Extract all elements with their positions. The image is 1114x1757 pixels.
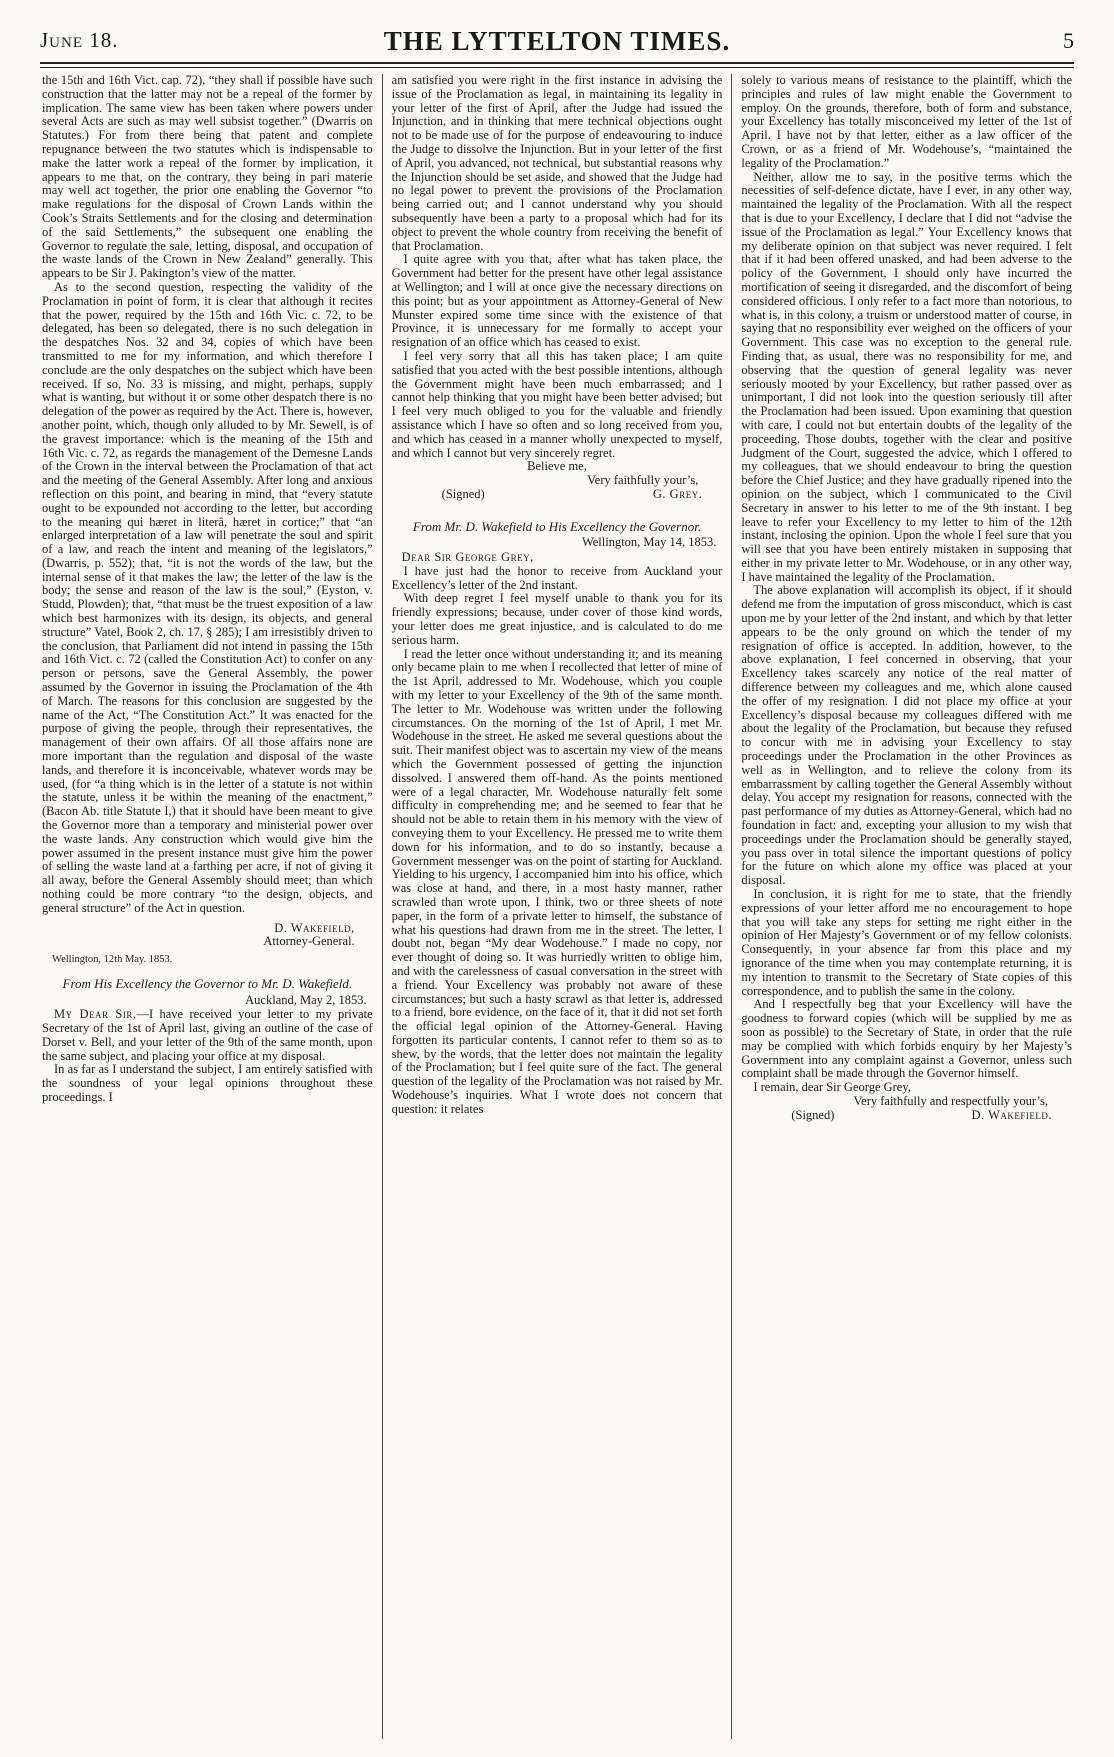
signature: D. Wakefield, [274,920,355,935]
signed-label: (Signed) [791,1107,835,1122]
paragraph: With deep regret I feel myself unable to thank you for its friendly expressions; because, under cover of those kind words, your letter does me great injustice, and is calculated to do me serious harm. [391,591,723,647]
issue-date: June 18. [40,28,119,52]
paragraph: In conclusion, it is right for me to state, that the friendly expressions of your letter afford me no encouragement to hope that you will take any steps for setting me right either in the opinion of Her Majesty’s Government or of my fellow colonists. Consequently, in your absence far from this place and my ignorance of the time when you may contemplate returning, it is my intention to transmit to the Secretary of State copies of this correspondence, and to publish the same in the colony. [741,887,1073,998]
signer: D. Wakefield. [971,1107,1053,1122]
paragraph: The above explanation will accomplish its object, if it should defend me from the imputation of gross misconduct, which is cast upon me by your letter of the 2nd instant, and which by that letter appears to be the only ground on which the tender of my resignation of office is accepted. In addition, however, to the above explanation, I feel concerned in observing, that your Excellency takes scarcely any notice of the real matter of difference between my colleagues and me, which alone caused the offer of my resignation. I did not place my office at your Excellency’s disposal because my colleagues differed with me about the legality of the Proclamation, but because they refused to concur with me in advising your Excellency to stay proceedings under the Proclamation in the other Provinces as well as in Wellington, and to relieve the colony from its embarrassment by calling together the General Assembly without delay. You accept my resignation for reasons, connected with the past performance of my duties as Attorney-General, which had no foundation in fact: and, excepting your allusion to my wish that proceedings under the Proclamation should be generally stayed, you pass over in total silence the important questions of policy for the future on which alone my office was placed at your disposal. [741,583,1073,888]
closing: Very faithfully and respectfully your’s, [853,1093,1049,1108]
salutation: Dear Sir George Grey, [401,550,534,564]
paragraph: solely to various means of resistance to the plaintiff, which the principles and rules of law might enable the Government to employ. On the grounds, therefore, both of form and substance, your Excellency has totally misconceived my letter of the 1st of April. I have not by that letter, either as a law officer of the Crown, or as a friend of Mr. Wodehouse’s, “maintained the legality of the Proclamation.” [741,74,1073,170]
column-1 [40,74,382,1739]
salutation: My Dear Sir, [54,1007,137,1022]
signed-label: (Signed) [441,486,485,501]
signature-line [741,1109,1072,1123]
paragraph: In as far as I understand the subject, I am entirely satisfied with the soundness of your legal opinions throughout these proceedings. I [42,1062,373,1105]
letter-heading: From Mr. D. Wakefield to His Excellency the Governor. [412,518,702,534]
newspaper-title: THE LYTTELTON TIMES. [383,26,731,56]
paragraph: And I respectfully beg that your Excellency will have the goodness to forward copies (which will be supplied by me as soon as possible) to the Secretary of State, in order that the rule may be complied with which forbids enquiry by her Majesty’s Government into any complaint against a Governor, unless such complaint shall be made through the Governor himself. [741,997,1073,1081]
paragraph: am satisfied you were right in the first instance in advising the issue of the Proclamation as legal, in maintaining its legality in your letter of the first of April, after the Judge had issued the Injunction, and in thinking that mere technical objections ought not to be made use of for the purpose of endeavouring to induce the Judge to dissolve the Injunction. But in your letter of the first of April, you advanced, not technical, but substantial reasons why the Injunction should be set aside, and showed that the Judge had no legal power to prevent the provisions of the Proclamation being carried out; and I cannot understand why you should subsequently have been a party to a proposal which had for its object to prevent the whole country from receiving the benefit of that Proclamation. [391,74,723,253]
dateline: Auckland, May 2, 1853. [245,992,367,1007]
letter-date: Wellington, 12th May. 1853. [52,954,173,966]
paragraph: I have just had the honor to receive from Auckland your Excellency’s letter of the 2nd instant. [391,563,723,592]
paragraph-text: —I have received your letter to my private Secretary of the 1st of April last, giving an outline of the case of Dorset v. Bell, and your letter of the 9th of the same month, upon the same subject, and placing your office at my disposal. [42,1007,373,1063]
signer: G. Grey. [652,486,703,501]
letter-heading: From His Excellency the Governor to Mr. D. Wakefield. [62,976,353,991]
closing: I remain, dear Sir George Grey, [753,1080,911,1095]
signature-line [392,488,723,502]
masthead [40,28,1074,64]
columns [40,74,1074,1739]
closing: Believe me, [527,459,587,474]
paragraph [42,1008,373,1063]
paragraph: I feel very sorry that all this has taken place; I am quite satisfied that you acted with the best possible intentions, although the Government might have been much embarrassed; and I cannot help thinking that you might have been better advised; but I feel very much obliged to you for the valuable and friendly assistance which I have so often and so long received from you, and which has ceased in a manner wholly unexpected to myself, and which I cannot but very sincerely regret. [391,348,723,460]
paragraph: I read the letter once without understanding it; and its meaning only became plain to me when I recollected that letter of mine of the 1st April, addressed to Mr. Wodehouse, which you couple with my letter to your Excellency of the 9th of the same month. The letter to Mr. Wodehouse was written under the following circumstances. On the morning of the 1st of April, I met Mr. Wodehouse in the street. He asked me several questions about the suit. Their manifest object was to ascertain my view of the means which the Government possessed of getting the injunction dissolved. I answered them off-hand. As the points mentioned were of a legal character, Mr. Wodehouse naturally felt some difficulty in comprehending me; and he seemed to fear that he should not be able to retain them in his memory with the view of conveying them to your Excellency. He pressed me to write them down for his information, and to do so instantly, because a Government messenger was on the point of starting for Auckland. Yielding to his urgency, I accompanied him into his office, which was close at hand, and there, in a most hasty manner, rather scrawled than wrote upon, I think, two or three sheets of note paper, in the form of a private letter to himself, the substance of what his questions had drawn from me in the street. The letter, I doubt not, began “My dear Wodehouse.” I made no copy, nor ever thought of doing so. It was hurriedly written to oblige him, and with the carelessness of casual conversation in the street with a friend. Your Excellency was probably not aware of these circumstances; but such a hasty scrawl as that letter is, addressed to a friend, bore evidence, on the face of it, that it did not set forth the official legal opinion of the Attorney-General. Having forgotten its particular contents, I cannot refer to them so as to shew, by the words, that the letter does not maintain the legality of the Proclamation; but I feel quite sure of the fact. The general question of the legality of the Proclamation was not raised by Mr. Wodehouse’s inquiries. What I wrote does not concern that question: it relates [391,646,723,1116]
masthead-rule [40,67,1074,68]
paragraph: As to the second question, respecting the validity of the Proclamation in point of form, it is clear that although it recites that the power, required by the 15th and 16th Vic. c. 72, to be delegated, has been so delegated, there is no such delegation in the despatches Nos. 32 and 34, copies of which have been transmitted to me for my information, and which therefore I conclude are the only despatches on the subject which have been received. If so, No. 33 is missing, and might, perhaps, supply what is wanting, but without it or some other despatch there is no delegation of the power as required by the Act. There is, however, another point, which, though only alluded to by Mr. Sewell, is of the gravest importance: which is the meaning of the 15th and 16th Vic. c. 72, as regards the management of the Demesne Lands of the Crown in the interval between the Proclamation of that act and the meeting of the General Assembly. After long and anxious reflection on this point, and bearing in mind, that “every statute ought to be expounded not according to the letter, but according to the meaning qui hæret in literâ, hæret in cortice;” that “an enlarged interpretation of a law will penetrate the soul and spirit of a law, and reach the intent and meaning of the legislators,” (Dwarris, p. 552); that, “it is not the words of the law, but the internal sense of it that makes the law; the letter of the law is the body; the sense and reason of the law is the soul,” (Eyston, v. Studd, Plowden); that, “that must be the truest exposition of a law which best harmonizes with its design, its objects, and general structure” Vatel, Book 2, ch. 17, § 285); I am irresistibly driven to the conclusion, that Parliament did not intend in passing the 15th and 16th Vict. c. 72 (called the Constitution Act) to confer on any person or persons, save the General Assembly, the power assumed by the Governor in issuing the Proclamation of the 4th of March. The reasons for this conclusion are suggested by the name of the Act, “The Constitution Act.” It was enacted for the purpose of giving the people, through their representatives, the management of their own affairs. Of all those affairs none are more important than the regulation and disposal of the waste lands, and therefore it is inconceivable, whatever words may be used, (for “a thing which is in the letter of a statute is not within the statute, unless it be within the meaning of the enactment,” (Bacon Ab. title Statute I,) that it should have been meant to give the Governor more than a temporary and ministerial power over the waste lands. Any construction which would give him the power assumed in the present instance must give him the power of selling the waste land at a farthing per acre, if not of giving it all away, before the General Assembly should meet; than which nothing could be more contrary “to the design, objects, and general structure” of the Act in question. [42,279,373,915]
column-2 [382,74,732,1739]
paragraph: the 15th and 16th Vict. cap. 72), “they shall if possible have such construction that the latter may not be a repeal of the former by implication. The same view has been taken where powers under several Acts are such as may well subsist together.” (Dwarris on Statutes.) For from there being that patent and complete repugnance between the two statutes which is indispensable to make the latter work a repeal of the former by implication, it appears to me that, on the contrary, they being in pari materie may well act together, the prior one enabling the Governor “to make regulations for the disposal of Crown Lands within the Cook’s Straits Settlements and for the closing and determination of the said Settlements,” the subsequent one enabling the Governor to regulate the sale, letting, disposal, and occupation of the waste lands of the Crown in New Zealand” generally. This appears to be Sir J. Pakington’s view of the matter. [42,74,373,281]
dateline: Wellington, May 14, 1853. [581,535,717,550]
closing: Very faithfully your’s, [587,473,699,488]
paragraph: I quite agree with you that, after what has taken place, the Government had better for the present have other legal assistance at Wellington; and I will at once give the necessary directions on this point; but as your appointment as Attorney-General of New Munster expired some time since with the existence of that Province, it is unnecessary for me formally to accept your resignation of an office which has ceased to exist. [391,252,723,350]
column-3 [731,74,1074,1739]
signature-title: Attorney-General. [263,934,355,949]
paragraph: Neither, allow me to say, in the positive terms which the necessities of self-defence dictate, have I ever, in any other way, maintained the legality of the Proclamation. With all the respect that is due to your Excellency, I declare that I did not “advise the issue of the Proclamation as legal.” Your Excellency knows that my deliberate opinion on that subject was never required. I felt that if it had been offered unasked, and had been adverse to the policy of the Government, I should only have incurred the mortification of seeing it disregarded, and the discomfort of being considered officious. I only refer to a fact more than notorious, to what is, in this colony, a truism or understood matter of course, in saying that no responsibility ever weighed on the officers of your Government. This case was no exception to the general rule. Finding that, as usual, there was no responsibility for me, and observing that the question of general legality was never seriously mooted by your Excellency, but rather passed over as unimportant, I did not look into the question seriously till after the Proclamation had been issued. Upon examining that question with care, I could not but entertain doubts of the legality of the proceeding. Those doubts, together with the clear and positive Judgment of the Court, suggested the advice, which I offered to my colleagues, that we should endeavour to bring the question before the Chief Justice; and they have gradually ripened into the opinion on the subject, which I communicated to the Civil Secretary in answer to his letter to me of the 9th instant. I beg leave to refer your Excellency to my letter to him of the 12th instant, inclosing the opinion. Upon the whole I feel sure that you will see that you have been entirely mistaken in supposing that either in my private letter to Mr. Wodehouse, or in any other way, I have maintained the legality of the Proclamation. [741,169,1073,584]
page-number: 5 [1063,28,1074,53]
